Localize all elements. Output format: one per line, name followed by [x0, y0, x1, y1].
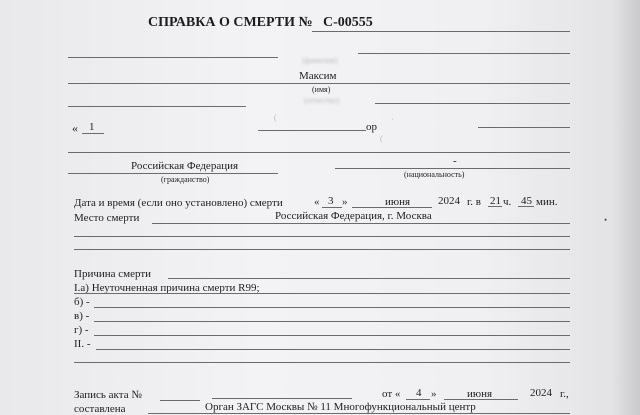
record-number-line	[160, 400, 200, 401]
cause-2-line	[96, 349, 570, 350]
citizenship-caption: (гражданство)	[161, 175, 210, 184]
surname-line-right	[358, 53, 570, 54]
record-from: от «	[382, 388, 401, 400]
nationality-dash: -	[453, 155, 457, 167]
place-line	[152, 223, 570, 224]
document-title: СПРАВКА О СМЕРТИ №	[148, 15, 313, 30]
place-value: Российская Федерация, г. Москва	[275, 210, 432, 222]
birth-place-line	[478, 127, 570, 128]
record-month: июня	[467, 388, 493, 400]
cause-1a: I.а) Неуточненная причина смерти R99;	[74, 282, 260, 294]
page-shadow	[612, 0, 640, 415]
death-minutes: 45	[521, 195, 532, 207]
patronymic-caption: (отчество)	[304, 96, 340, 105]
patronymic-line-right	[375, 103, 570, 104]
place-label: Место смерти	[74, 212, 140, 224]
record-year-suffix: г.,	[560, 388, 569, 400]
death-datetime-label: Дата и время (если оно установлено) смерти	[74, 197, 283, 209]
bracket-mark-left: (	[274, 113, 277, 122]
citizenship-value: Российская Федерация	[131, 160, 239, 172]
death-hour: 21	[490, 195, 501, 207]
place-line-2	[74, 236, 570, 237]
cause-d-line	[94, 335, 570, 336]
composed-label: составлена	[74, 403, 126, 415]
cause-d: г) -	[74, 324, 89, 336]
edge-mark: •	[604, 215, 608, 225]
record-quote-close: »	[431, 388, 437, 400]
organ-value: Орган ЗАГС Москвы № 11 Многофункциональный центр	[205, 401, 476, 413]
bracket-mark-right: (	[380, 134, 383, 143]
first-name-caption: (имя)	[312, 85, 331, 94]
cause-c: в) -	[74, 310, 90, 322]
cause-2: II. -	[74, 338, 91, 350]
nationality-caption: (национальность)	[404, 170, 465, 179]
birth-day: 1	[89, 121, 95, 133]
death-month: июня	[385, 196, 411, 208]
birth-year-suffix: ор	[366, 121, 377, 133]
cause-b-line	[94, 307, 570, 308]
certificate-number: С-00555	[323, 15, 373, 30]
record-label: Запись акта №	[74, 389, 142, 401]
record-month-line	[444, 399, 518, 400]
place-line-3	[74, 249, 570, 250]
cause-1a-line	[74, 293, 570, 294]
cause-extra-line	[74, 362, 570, 363]
cause-label: Причина смерти	[74, 268, 152, 280]
death-year-suffix: г. в	[467, 196, 481, 208]
record-day: 4	[416, 387, 422, 399]
death-quote-open: «	[314, 196, 320, 208]
birth-quote-open: «	[72, 121, 78, 135]
first-name-line	[68, 83, 570, 84]
record-year: 2024	[530, 387, 552, 399]
record-day-line	[406, 399, 430, 400]
death-minutes-line	[518, 206, 534, 207]
nationality-line	[335, 168, 570, 169]
birth-day-line	[82, 133, 104, 134]
death-hour-line	[488, 206, 502, 207]
surname-caption: (фамилия)	[302, 56, 338, 65]
cause-b: б) -	[74, 296, 90, 308]
cause-label-line	[168, 278, 570, 279]
first-name: Максим	[299, 70, 337, 82]
cause-c-line	[94, 321, 570, 322]
death-month-line	[352, 207, 432, 208]
death-quote-close: »	[342, 196, 348, 208]
death-hour-suffix: ч.	[503, 196, 512, 208]
certificate-number-line	[312, 31, 570, 32]
birth-place-line-2	[68, 152, 570, 153]
death-minutes-suffix: мин.	[536, 196, 558, 208]
death-day-line	[322, 207, 342, 208]
death-year: 2024	[438, 195, 460, 207]
citizenship-line	[68, 173, 278, 174]
record-number-line-2	[212, 398, 352, 399]
surname-line-left	[68, 57, 278, 58]
patronymic-line-left	[68, 106, 246, 107]
death-day: 3	[328, 195, 334, 207]
birth-month-line	[258, 130, 366, 131]
organ-line	[148, 413, 570, 414]
stray-mark: '	[392, 117, 394, 126]
